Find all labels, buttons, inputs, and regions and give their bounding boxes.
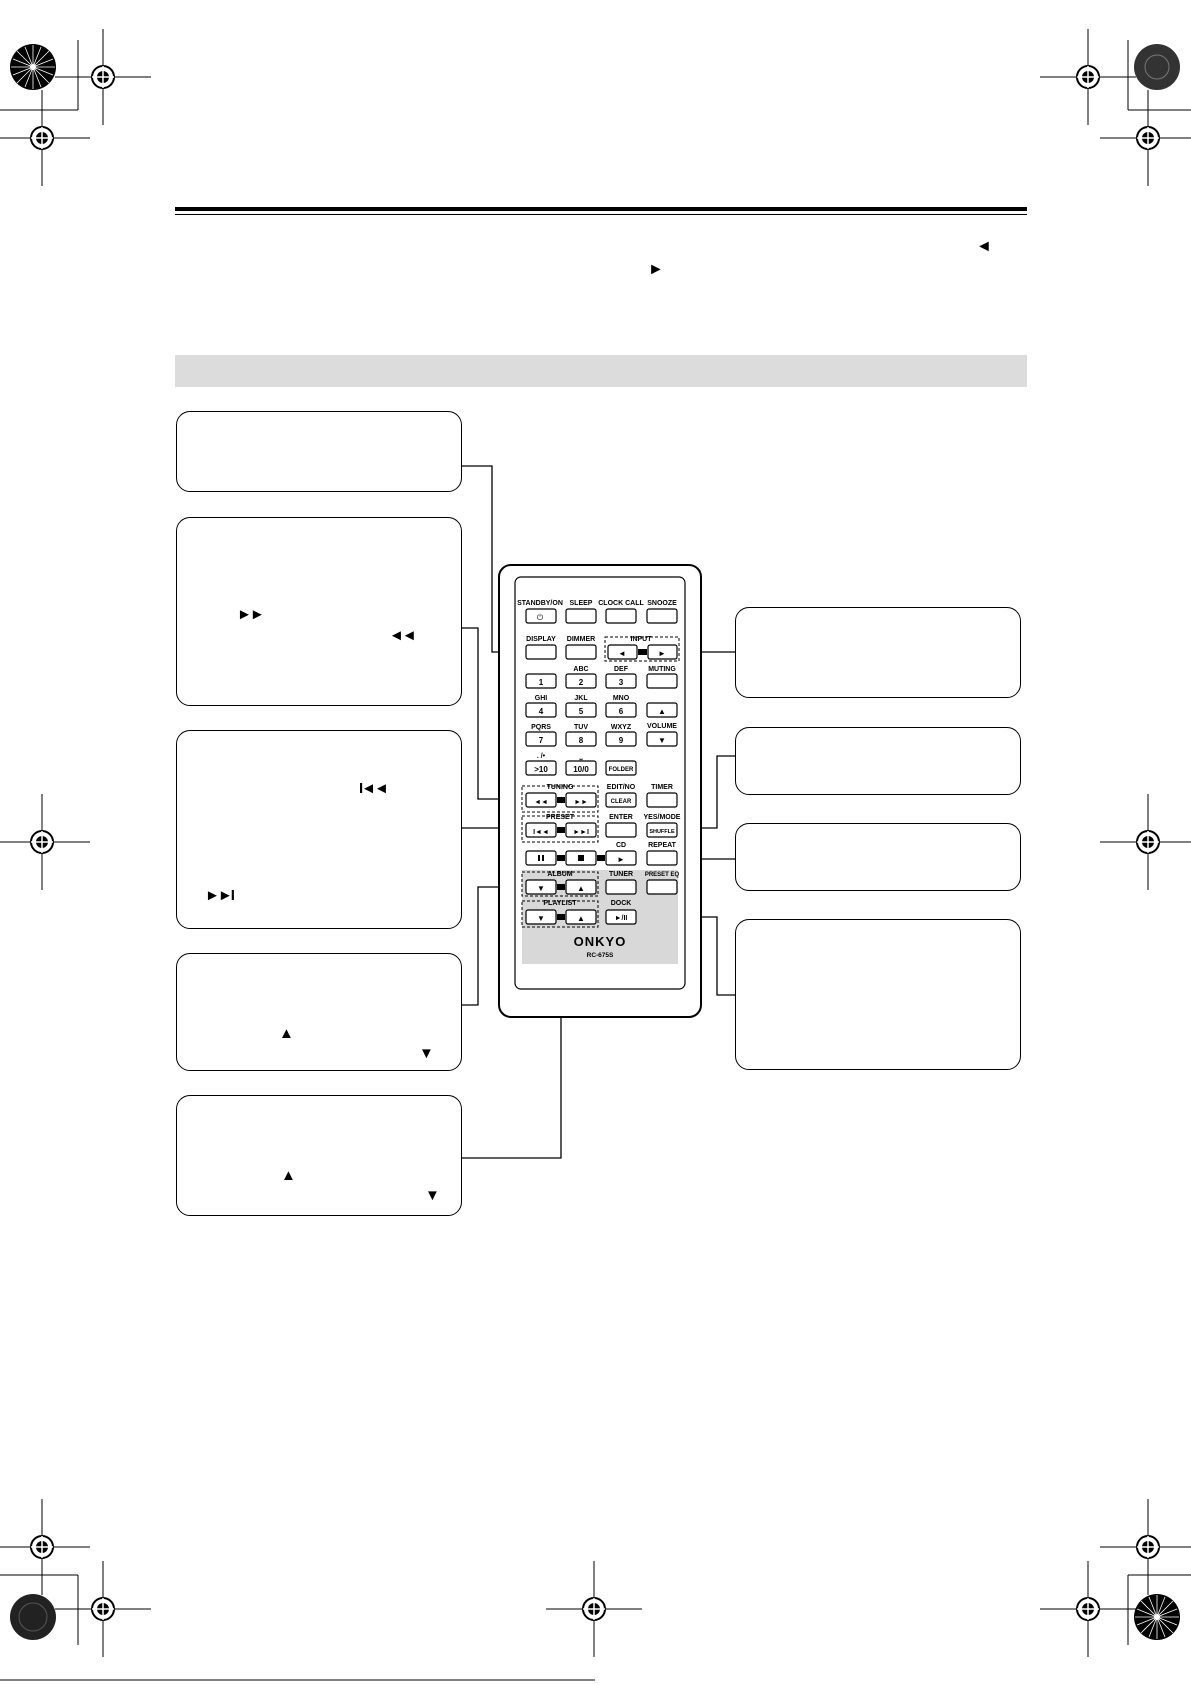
standby-on-label: STANDBY/ON: [517, 600, 563, 607]
dot-slash-label: . /•: [536, 753, 546, 760]
tuv-label: TUV: [574, 724, 588, 731]
up-triangle-icon: ▲: [279, 1025, 292, 1042]
key-8-label: 8: [578, 736, 584, 745]
down-triangle-icon: ▼: [425, 1187, 438, 1204]
repeat-label: REPEAT: [648, 842, 676, 849]
yes-mode-label: YES/MODE: [643, 814, 681, 821]
timer-label: TIMER: [651, 784, 673, 791]
fast-forward-icon: ►►: [237, 606, 263, 623]
tuner-button[interactable]: [606, 880, 636, 894]
right-triangle-icon: ►: [648, 261, 664, 278]
sleep-button[interactable]: [566, 609, 596, 623]
right-triangle-icon: ►: [658, 649, 666, 658]
key-4-label: 4: [538, 707, 544, 716]
skip-previous-icon: I◄◄: [359, 780, 387, 797]
rewind-icon: ◄◄: [534, 799, 548, 806]
pqrs-label: PQRS: [531, 724, 551, 731]
key-3-label: 3: [618, 678, 624, 687]
key-6-label: 6: [618, 707, 624, 716]
preset-label: PRESET: [545, 814, 575, 821]
preset-eq-label: PRESET EQ: [644, 872, 680, 878]
tuner-label: TUNER: [608, 871, 634, 878]
cd-label: CD: [615, 842, 627, 849]
playlist-label: PLAYLIST: [543, 900, 577, 907]
clock-call-button[interactable]: [606, 609, 636, 623]
power-icon: ⏻: [536, 613, 544, 622]
skip-next-icon: ►►I: [573, 829, 589, 836]
folder-label: FOLDER: [608, 767, 634, 773]
clear-label: CLEAR: [610, 799, 632, 805]
pause-button[interactable]: [526, 851, 556, 865]
up-triangle-icon: ▲: [658, 707, 666, 716]
wxyz-label: WXYZ: [610, 724, 632, 731]
abc-label: ABC: [573, 666, 589, 673]
callout-display: [176, 411, 462, 492]
skip-next-icon: ►►I: [205, 887, 233, 904]
brand-logo: ONKYO: [573, 934, 627, 949]
skip-previous-icon: I◄◄: [533, 829, 549, 836]
dock-label: DOCK: [610, 900, 632, 907]
left-triangle-icon: ◄: [618, 649, 626, 658]
rewind-icon: ◄◄: [389, 627, 415, 644]
enter-label: ENTER: [609, 814, 633, 821]
key-gt10-label: >10: [534, 765, 548, 774]
down-triangle-icon: ▼: [537, 884, 545, 893]
album-label: ALBUM: [547, 871, 573, 878]
edit-no-label: EDIT/NO: [606, 784, 636, 791]
mno-label: MNO: [612, 695, 630, 702]
space-label: ⎵: [579, 753, 583, 760]
timer-button[interactable]: [647, 793, 677, 807]
enter-button[interactable]: [606, 823, 636, 837]
callout-playlist: [176, 1095, 462, 1216]
key-7-label: 7: [538, 736, 544, 745]
ghi-label: GHI: [534, 695, 548, 702]
callout-tuning: [176, 517, 462, 706]
clock-call-label: CLOCK CALL: [598, 600, 644, 607]
down-triangle-icon: ▼: [658, 736, 666, 745]
key-2-label: 2: [578, 678, 584, 687]
snooze-button[interactable]: [647, 609, 677, 623]
up-triangle-icon: ▲: [281, 1167, 294, 1184]
display-button[interactable]: [526, 645, 556, 659]
play-icon: ►: [617, 855, 625, 864]
dimmer-label: DIMMER: [566, 636, 596, 643]
preset-eq-button[interactable]: [647, 880, 677, 894]
callout-input: [735, 607, 1021, 698]
up-triangle-icon: ▲: [577, 914, 585, 923]
fast-forward-icon: ►►: [574, 799, 588, 806]
model-label: RC-675S: [586, 952, 614, 959]
key-5-label: 5: [578, 707, 584, 716]
muting-label: MUTING: [648, 666, 676, 673]
left-triangle-icon: ◄: [976, 238, 992, 255]
snooze-label: SNOOZE: [647, 600, 677, 607]
callout-dock: [735, 919, 1021, 1070]
key-1-label: 1: [538, 678, 544, 687]
repeat-button[interactable]: [647, 851, 677, 865]
dock-play-pause-label: ►/II: [614, 915, 628, 922]
input-label: INPUT: [630, 636, 652, 643]
muting-button[interactable]: [647, 674, 677, 688]
tuning-label: TUNING: [546, 784, 574, 791]
up-triangle-icon: ▲: [577, 884, 585, 893]
key-10-0-label: 10/0: [573, 765, 589, 774]
remote-control: [498, 563, 703, 1019]
callout-album: [176, 953, 462, 1071]
callout-yes-mode: [735, 727, 1021, 795]
dimmer-button[interactable]: [566, 645, 596, 659]
stop-icon: [578, 855, 584, 861]
callout-preset: [176, 730, 462, 929]
key-9-label: 9: [618, 736, 624, 745]
shuffle-label: SHUFFLE: [649, 829, 675, 835]
jkl-label: JKL: [574, 695, 588, 702]
callout-repeat: [735, 823, 1021, 891]
display-label: DISPLAY: [526, 636, 556, 643]
volume-label: VOLUME: [647, 723, 677, 730]
down-triangle-icon: ▼: [537, 914, 545, 923]
sleep-label: SLEEP: [569, 600, 593, 607]
down-triangle-icon: ▼: [419, 1045, 432, 1062]
def-label: DEF: [614, 666, 628, 673]
